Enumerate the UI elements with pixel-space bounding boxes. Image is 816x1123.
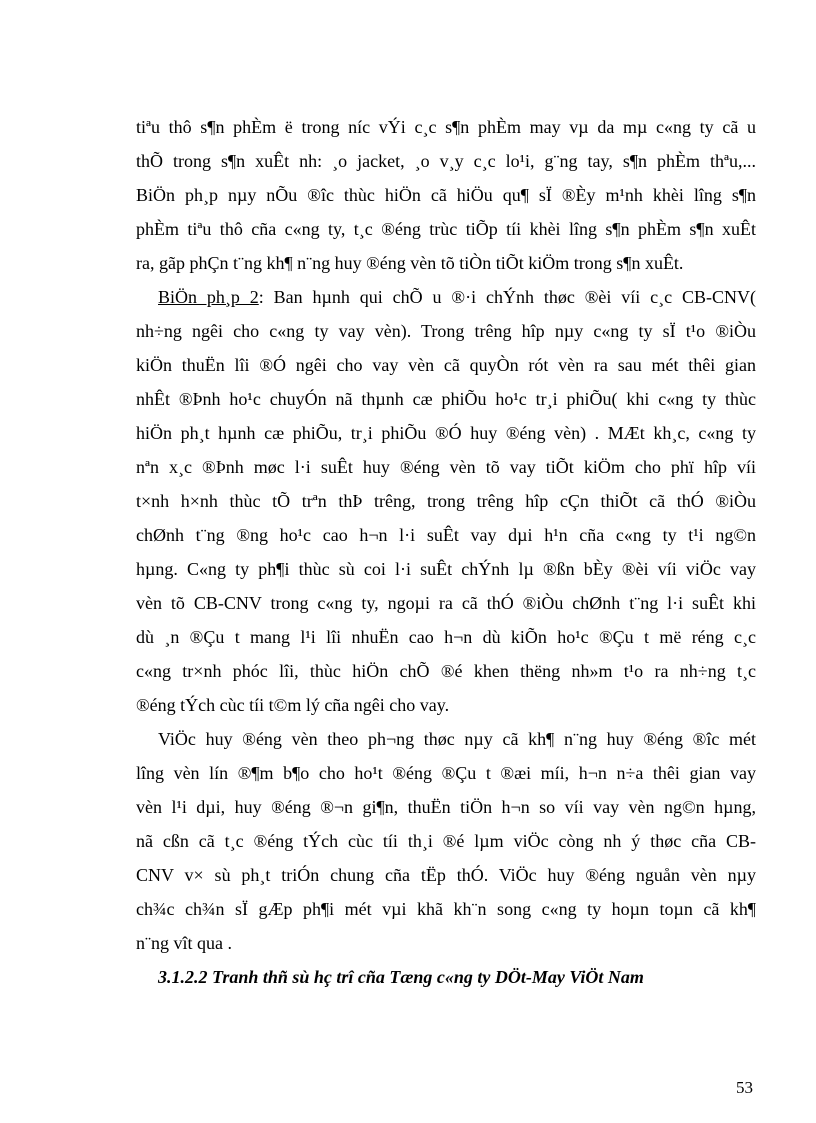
measure-2-text: : Ban hµnh qui chÕ u ®·i chÝnh thøc ®èi víi c¸c CB-CNV( — [258, 287, 756, 307]
paragraph3-line-7: n¨ng vît qua . — [136, 933, 232, 953]
paragraph2-line-6: nªn x¸c ®Þnh møc l·i suÊt huy ®éng vèn tõ vay tiÕt kiÖm cho phï hîp víi — [136, 457, 756, 477]
paragraph1-line-2: thÕ trong s¶n xuÊt nh: ¸o jacket, ¸o v¸y c¸c lo¹i, g¨ng tay, s¶n phÈm thªu,... — [136, 151, 756, 171]
paragraph2-line-3: kiÖn thuËn lîi ®Ó ngêi cho vay vèn cã quyÒn rót vèn ra sau mét thêi gian — [136, 355, 756, 375]
paragraph3-line-1: ViÖc huy ®éng vèn theo ph¬ng thøc nµy cã kh¶ n¨ng huy ®éng ®îc mét — [158, 729, 756, 749]
paragraph2-line-12: c«ng tr×nh phóc lîi, thùc hiÖn chÕ ®é khen thëng nh»m t¹o ra nh÷ng t¸c — [136, 661, 756, 681]
paragraph1-line-3: BiÖn ph¸p nµy nÕu ®îc thùc hiÖn cã hiÖu qu¶ sÏ ®Èy m¹nh khèi lîng s¶n — [136, 185, 756, 205]
paragraph2-line-8: chØnh t¨ng ®ng ho¹c cao h¬n l·i suÊt vay dµi h¹n cña c«ng ty t¹i ng©n — [136, 525, 756, 545]
paragraph2-line-1 — [158, 286, 756, 308]
paragraph3-line-6: ch¾c ch¾n sÏ gÆp ph¶i mét vµi khã kh¨n song c«ng ty hoµn toµn cã kh¶ — [136, 899, 756, 919]
section-heading: 3.1.2.2 Tranh thñ sù hç trî cña Tæng c«ng ty DÖt-May ViÖt Nam — [158, 967, 644, 987]
paragraph3-line-3: vèn l¹i dµi, huy ®éng ®¬n gi¶n, thuËn tiÖn h¬n so víi vay vèn ng©n hµng, — [136, 797, 756, 817]
page-number: 53 — [736, 1078, 753, 1097]
paragraph2-line-4: nhÊt ®Þnh ho¹c chuyÓn nã thµnh cæ phiÕu ho¹c tr¸i phiÕu( khi c«ng ty thùc — [136, 389, 756, 409]
paragraph1-line-5: ra, gãp phÇn t¨ng kh¶ n¨ng huy ®éng vèn tõ tiÒn tiÕt kiÖm trong s¶n xuÊt. — [136, 253, 684, 273]
paragraph2-line-13: ®éng tÝch cùc tíi t©m lý cña ngêi cho vay. — [136, 695, 450, 715]
paragraph3-line-4: nã cßn cã t¸c ®éng tÝch cùc tíi th¸i ®é lµm viÖc còng nh ý thøc cña CB- — [136, 831, 756, 851]
paragraph1-line-1: tiªu thô s¶n phÈm ë trong níc vÝi c¸c s¶n phÈm may vµ da mµ c«ng ty cã u — [136, 117, 756, 137]
paragraph2-line-11: dù ¸n ®Çu t mang l¹i lîi nhuËn cao h¬n dù kiÕn ho¹c ®Çu t më réng c¸c — [136, 627, 756, 647]
paragraph3-line-5: CNV v× sù ph¸t triÓn chung cña tËp thÓ. ViÖc huy ®éng nguån vèn nµy — [136, 865, 756, 885]
paragraph2-line-7: t×nh h×nh thùc tÕ trªn thÞ trêng, trong trêng hîp cÇn thiÕt cã thÓ ®iÒu — [136, 491, 756, 511]
paragraph2-line-5: hiÖn ph¸t hµnh cæ phiÕu, tr¸i phiÕu ®Ó huy ®éng vèn) . MÆt kh¸c, c«ng ty — [136, 423, 756, 443]
paragraph2-line-10: vèn tõ CB-CNV trong c«ng ty, ngoµi ra cã thÓ ®iÒu chØnh t¨ng l·i suÊt khi — [136, 593, 756, 613]
paragraph1-line-4: phÈm tiªu thô cña c«ng ty, t¸c ®éng trùc tiÕp tíi khèi lîng s¶n phÈm s¶n xuÊt — [136, 219, 756, 239]
paragraph2-line-9: hµng. C«ng ty ph¶i thùc sù coi l·i suÊt chÝnh lµ ®ßn bÈy ®èi víi viÖc vay — [136, 559, 756, 579]
paragraph2-line-2: nh÷ng ngêi cho c«ng ty vay vèn). Trong trêng hîp nµy c«ng ty sÏ t¹o ®iÒu — [136, 321, 756, 341]
measure-2-label: BiÖn ph¸p 2 — [158, 287, 259, 307]
paragraph3-line-2: lîng vèn lín ®¶m b¶o cho ho¹t ®éng ®Çu t ®æi míi, h¬n n÷a thêi gian vay — [136, 763, 756, 783]
